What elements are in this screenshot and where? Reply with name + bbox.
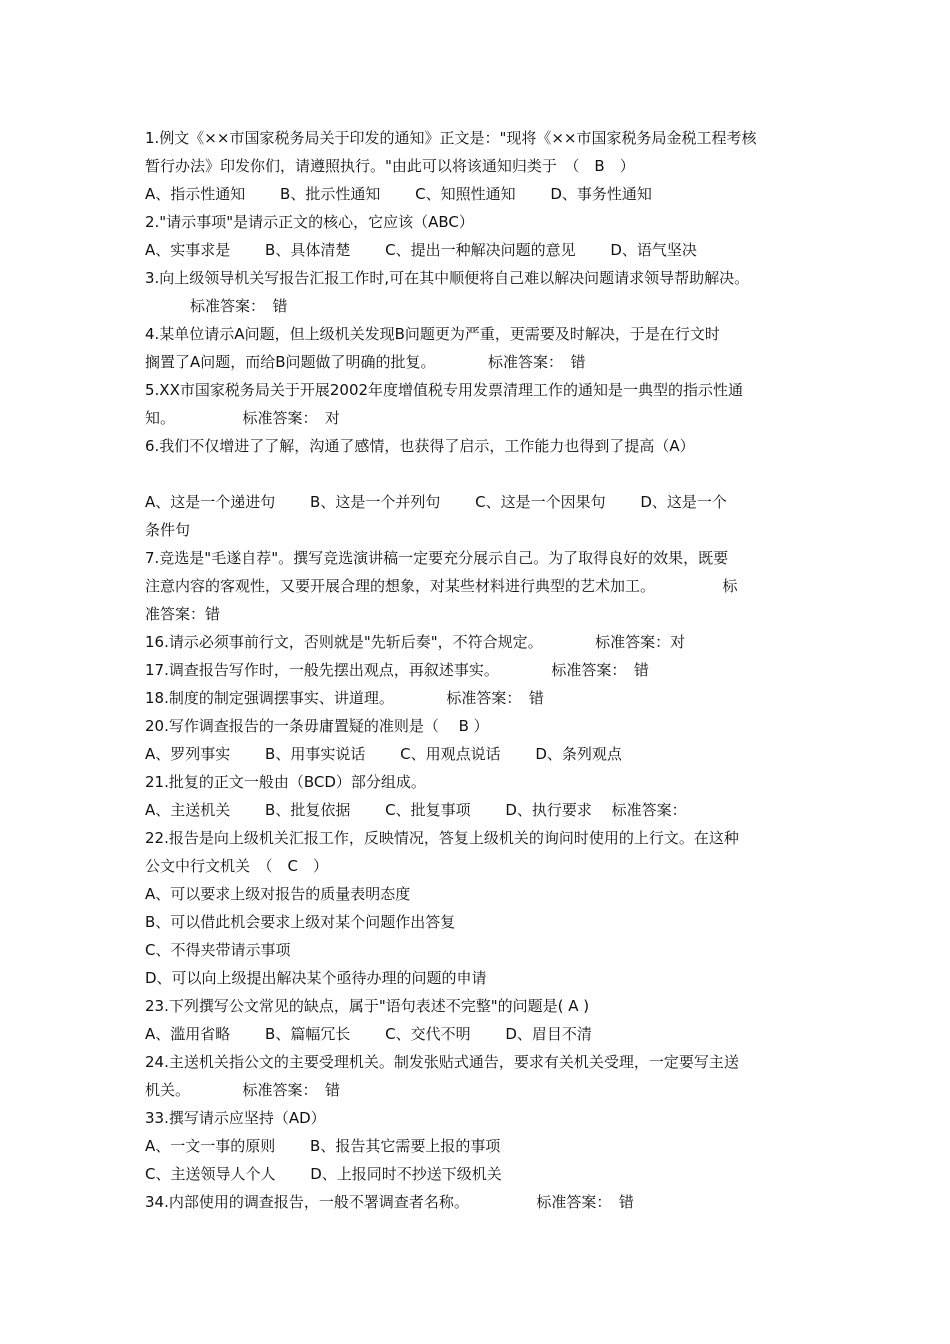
text-line: 23.下列撰写公文常见的缺点，属于"语句表述不完整"的问题是( A ) [145, 997, 590, 1015]
text-line: 17.调查报告写作时，一般先摆出观点，再叙述事实。 标准答案： 错 [145, 661, 649, 679]
option-line: A、指示性通知 B、批示性通知 C、知照性通知 D、事务性通知 [145, 185, 652, 203]
text-line: 20.写作调查报告的一条毋庸置疑的准则是（ B ） [145, 717, 489, 735]
blank-line [145, 460, 810, 488]
option-line: A、可以要求上级对报告的质量表明态度 [145, 885, 411, 903]
text-line: 公文中行文机关 （ C ） [145, 857, 328, 875]
option-line: 条件句 [145, 521, 191, 539]
text-line: 33.撰写请示应坚持（AD） [145, 1109, 326, 1127]
option-line: A、这是一个递进句 B、这是一个并列句 C、这是一个因果句 D、这是一个 [145, 493, 727, 511]
option-line: A、罗列事实 B、用事实说话 C、用观点说话 D、条列观点 [145, 745, 622, 763]
text-line: 22.报告是向上级机关汇报工作，反映情况，答复上级机关的询问时使用的上行文。在这种 [145, 829, 739, 847]
option-line: A、主送机关 B、批复依据 C、批复事项 D、执行要求 标准答案： [145, 801, 687, 819]
text-line: 机关。 标准答案： 错 [145, 1081, 341, 1099]
text-line: 搁置了A问题，而给B问题做了明确的批复。 标准答案： 错 [145, 353, 586, 371]
text-line: 16.请示必须事前行文，否则就是"先斩后奏"，不符合规定。 标准答案：对 [145, 633, 686, 651]
option-line: A、一文一事的原则 B、报告其它需要上报的事项 [145, 1137, 501, 1155]
answer-line: 标准答案： 错 [145, 297, 288, 315]
text-line: 3.向上级领导机关写报告汇报工作时,可在其中顺便将自己难以解决问题请求领导帮助解决。 [145, 269, 750, 287]
option-line: A、滥用省略 B、篇幅冗长 C、交代不明 D、眉目不清 [145, 1025, 592, 1043]
option-line: C、主送领导人个人 D、上报同时不抄送下级机关 [145, 1165, 502, 1183]
text-line: 注意内容的客观性，又要开展合理的想象，对某些材料进行典型的艺术加工。 标 [145, 577, 738, 595]
text-line: 18.制度的制定强调摆事实、讲道理。 标准答案： 错 [145, 689, 544, 707]
document-body [145, 124, 810, 1216]
text-line: 暂行办法》印发你们，请遵照执行。"由此可以将该通知归类于 （ B ） [145, 157, 635, 175]
text-line: 知。 标准答案： 对 [145, 409, 341, 427]
text-line: 6.我们不仅增进了了解，沟通了感情，也获得了启示，工作能力也得到了提高（A） [145, 437, 695, 455]
text-line: 4.某单位请示A问题，但上级机关发现B问题更为严重，更需要及时解决，于是在行文时 [145, 325, 720, 343]
text-line: 21.批复的正文一般由（BCD）部分组成。 [145, 773, 426, 791]
text-line: 24.主送机关指公文的主要受理机关。制发张贴式通告，要求有关机关受理，一定要写主送 [145, 1053, 739, 1071]
text-line: 5.XX市国家税务局关于开展2002年度增值税专用发票清理工作的通知是一典型的指示性通 [145, 381, 744, 399]
text-line: 1.例文《××市国家税务局关于印发的通知》正文是："现将《××市国家税务局金税工程考核 [145, 129, 757, 147]
option-line: B、可以借此机会要求上级对某个问题作出答复 [145, 913, 456, 931]
option-line: D、可以向上级提出解决某个亟待办理的问题的申请 [145, 969, 487, 987]
text-line: 准答案：错 [145, 605, 221, 623]
option-line: C、不得夹带请示事项 [145, 941, 291, 959]
text-line: 2."请示事项"是请示正文的核心，它应该（ABC） [145, 213, 474, 231]
text-line: 7.竞选是"毛遂自荐"。撰写竞选演讲稿一定要充分展示自己。为了取得良好的效果，既要 [145, 549, 729, 567]
option-line: A、实事求是 B、具体清楚 C、提出一种解决问题的意见 D、语气坚决 [145, 241, 697, 259]
text-line: 34.内部使用的调查报告，一般不署调查者名称。 标准答案： 错 [145, 1193, 634, 1211]
